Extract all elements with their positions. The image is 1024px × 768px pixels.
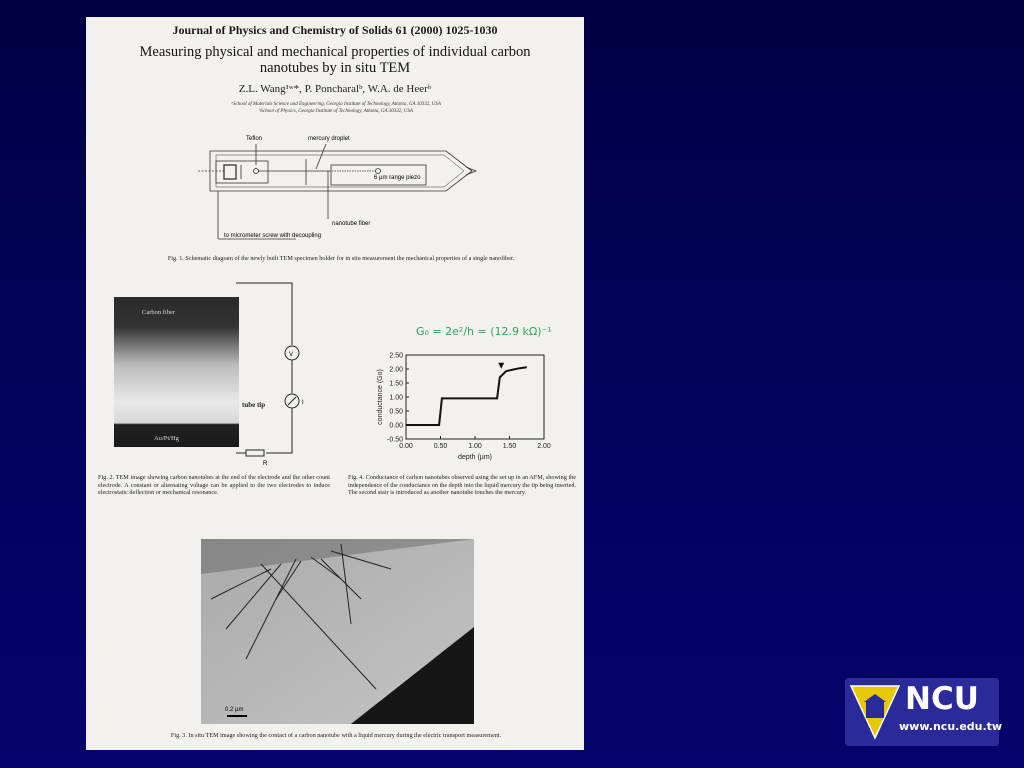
ncu-logo-text: NCU — [905, 681, 979, 717]
y-tick-label: 0.00 — [389, 422, 403, 430]
ncu-logo — [845, 678, 1003, 746]
step-marker-arrow — [498, 363, 504, 369]
label-carbon-fiber: Carbon fiber — [142, 309, 176, 316]
y-tick-label: -0.50 — [387, 436, 403, 444]
label-piezo: 6 µm range piezo — [374, 175, 421, 181]
y-tick-label: 0.50 — [389, 408, 403, 416]
journal-page-scan — [86, 17, 584, 750]
label-micrometer-screw: to micrometer screw with decoupling — [224, 233, 322, 239]
x-tick-label: 0.50 — [433, 443, 448, 450]
x-tick-label: 0.00 — [399, 443, 413, 450]
handwritten-conductance-formula: G₀ = 2e²/h = (12.9 kΩ)⁻¹ — [416, 325, 552, 338]
university-emblem-icon — [849, 682, 901, 742]
label-voltmeter: V — [289, 352, 294, 358]
y-axis-label: conductance (Go) — [377, 369, 384, 425]
label-nanotube-fiber: nanotube fiber — [332, 221, 371, 227]
label-resistor: R — [263, 461, 268, 467]
label-tube-tip: tube tip — [242, 401, 266, 409]
x-tick-label: 1.00 — [468, 443, 482, 450]
ncu-url: www.ncu.edu.tw — [899, 720, 1003, 733]
label-au-pt-hg: Au/Pt/Hg — [154, 435, 179, 442]
affiliation-b: ᵇSchool of Physics, Georgia Institute of Technology, Atlanta, GA 30332, USA — [259, 109, 413, 114]
fig2-caption: Fig. 2. TEM image showing carbon nanotubes at the end of the electrode and the other count electrode. A constant or alternating voltage can be applied to the two electrodes to induce electrostatic deflection or mechanical resonance. — [98, 474, 330, 497]
paper-authors: Z.L. Wang¹ʷ*, P. Poncharalᵇ, W.A. de Heerᵇ — [238, 83, 432, 95]
label-mercury-droplet: mercury droplet — [308, 136, 350, 142]
paper-title: Measuring physical and mechanical properties of individual carbon nanotubes by in situ TEM — [139, 44, 531, 76]
tem-image-mercury-contact — [201, 539, 474, 724]
fig3-caption: Fig. 3. In situ TEM image showing the contact of a carbon nanotube with a liquid mercury during the electric transport measurement. — [170, 732, 502, 739]
fig4-caption: Fig. 4. Conductance of carbon nanotubes observed using the set up in an AFM, showing the independence of the conductance on the depth into the liquid mercury the tip being inserted. The second stair is introduced as another nanotube touches the mercury. — [348, 474, 577, 497]
scale-bar-label: 0.2 µm — [225, 707, 244, 713]
label-current: I — [302, 400, 304, 406]
specimen-holder-diagram — [196, 129, 496, 259]
y-tick-label: 1.50 — [389, 380, 403, 388]
y-tick-label: 2.50 — [389, 352, 403, 360]
x-tick-label: 2.00 — [537, 443, 551, 450]
x-axis-label: depth (µm) — [458, 454, 492, 461]
label-teflon: Teflon — [246, 136, 263, 142]
x-tick-label: 1.50 — [502, 443, 517, 450]
fig1-caption: Fig. 1. Schematic diagram of the newly built TEM specimen holder for in situ measurement the mechanical properties of a single nanofiber. — [167, 255, 515, 262]
measurement-circuit — [236, 281, 316, 471]
journal-citation: Journal of Physics and Chemistry of Solids 61 (2000) 1025-1030 — [172, 23, 498, 37]
tem-image-electrodes — [114, 297, 239, 447]
y-tick-label: 2.00 — [389, 366, 403, 374]
y-tick-label: 1.00 — [389, 394, 403, 402]
affiliation-a: ᵃSchool of Materials Science and Engineering, Georgia Institute of Technology, Atlanta, GA 30332, USA — [231, 102, 441, 107]
conductance-chart — [344, 349, 574, 469]
conductance-series-line — [406, 367, 527, 425]
